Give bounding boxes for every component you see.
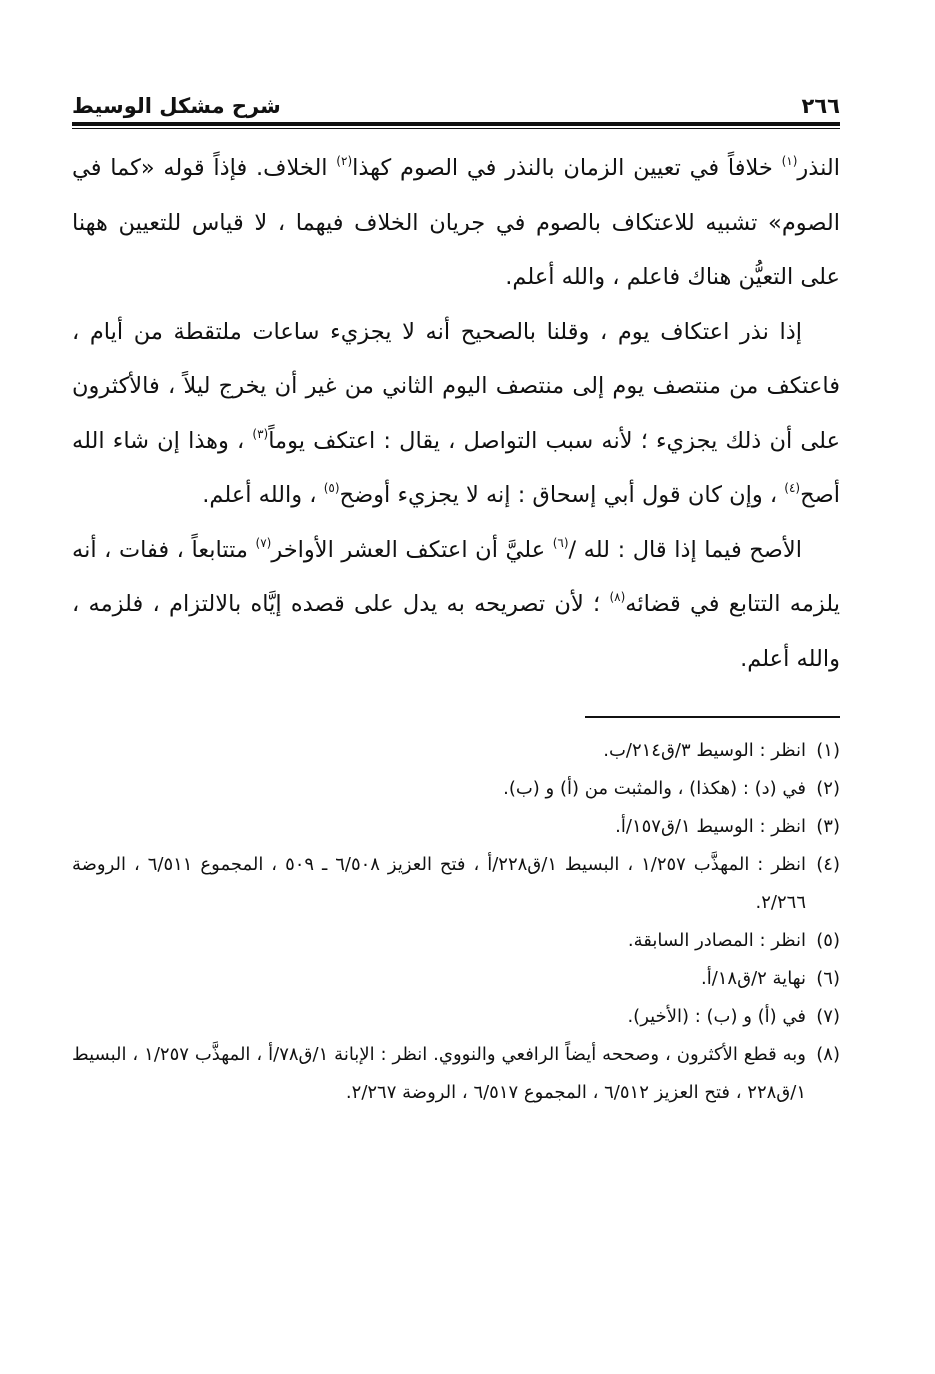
footnote bbox=[72, 922, 840, 960]
footnote-text: انظر : الوسيط ٣/ق٢١٤/ب. bbox=[603, 740, 806, 761]
footnote-ref: (٥) bbox=[323, 481, 340, 495]
page-header bbox=[72, 88, 840, 118]
footnote-ref: (٦) bbox=[552, 535, 569, 550]
running-title: شرح مشكل الوسيط bbox=[72, 94, 281, 118]
footnote-ref: (٤) bbox=[784, 481, 801, 495]
footnote-text: انظر : الوسيط ١/ق١٥٧/أ. bbox=[615, 816, 806, 837]
book-page bbox=[72, 88, 840, 1112]
text-run: الأصح فيما إذا قال : لله / bbox=[568, 536, 802, 563]
footnote-number: (٣) bbox=[816, 816, 840, 837]
footnote-text: انظر : المصادر السابقة. bbox=[627, 930, 806, 951]
footnote bbox=[72, 960, 840, 998]
header-rule-thick bbox=[72, 122, 840, 126]
text-run: النذر bbox=[797, 155, 840, 181]
paragraph bbox=[72, 523, 840, 687]
footnote-text: انظر : المهذَّب ١/٢٥٧ ، البسيط ١/ق٢٢٨/أ ، فتح العزيز ٦/٥٠٨ ـ ٥٠٩ ، المجموع ٦/٥١١ ، الروضة ٢/٢٦٦. bbox=[72, 854, 807, 913]
footnote bbox=[72, 846, 840, 922]
footnote-number: (٤) bbox=[816, 854, 840, 875]
footnote-number: (١) bbox=[816, 740, 840, 761]
footnote bbox=[72, 732, 840, 770]
text-run: متتابعاً ، ففات ، أنه يلزمه التتابع في قضائه bbox=[72, 536, 841, 617]
footnote bbox=[72, 770, 840, 808]
footnote-number: (٥) bbox=[816, 930, 840, 951]
page-number: ٢٦٦ bbox=[801, 94, 840, 118]
footnote-number: (٧) bbox=[816, 1006, 840, 1027]
footnote-number: (٦) bbox=[816, 968, 840, 989]
footnote-ref: (٢) bbox=[336, 154, 353, 168]
footnote-ref: (٣) bbox=[252, 426, 269, 441]
footnote-text: نهاية ٢/ق١٨/أ. bbox=[700, 968, 806, 989]
footnote-separator bbox=[585, 716, 840, 718]
footnote bbox=[72, 998, 840, 1036]
footnote-ref: (٧) bbox=[255, 535, 272, 550]
text-run: ؛ لأن تصريحه به يدل على قصده إيَّاه بالالتزام ، فلزمه ، والله أعلم. bbox=[72, 591, 840, 672]
footnotes bbox=[72, 732, 840, 1112]
text-run: إذا نذر اعتكاف يوم ، وقلنا بالصحيح أنه لا يجزيء ساعات ملتقطة من أيام ، فاعتكف من منتصف يوم إلى منتصف اليوم الثاني من غير أن يخرج ليلاً ، فالأكثرون على أن ذلك يجزيء ؛ لأنه سبب التواصل ، يقال : اعتكف يوماً bbox=[72, 318, 840, 454]
text-run: الخلاف. فإذاً قوله «كما في الصوم» تشبيه للاعتكاف بالصوم في جريان الخلاف فيهما ، لا قياس للتعيين ههنا على التعيُّن هناك فاعلم ، والله أعلم. bbox=[72, 155, 840, 290]
footnote-text: في (أ) و (ب) : (الأخير). bbox=[627, 1006, 806, 1027]
text-run: ، وهذا إن شاء الله أصح bbox=[72, 427, 840, 508]
footnote-ref: (١) bbox=[781, 154, 798, 168]
footnote-text: في (د) : (هكذا) ، والمثبت من (أ) و (ب). bbox=[503, 778, 806, 799]
text-run: خلافاً في تعيين الزمان بالنذر في الصوم كهذا bbox=[352, 155, 782, 181]
footnote bbox=[72, 808, 840, 846]
header-rule-thin bbox=[72, 128, 840, 129]
paragraph bbox=[72, 305, 840, 523]
text-run: ، والله أعلم. bbox=[202, 482, 324, 508]
footnote-number: (٢) bbox=[816, 778, 840, 799]
footnote-ref: (٨) bbox=[609, 590, 626, 604]
main-text bbox=[72, 141, 840, 686]
paragraph bbox=[72, 141, 840, 305]
footnote bbox=[72, 1036, 840, 1112]
text-run: ، وإن كان قول أبي إسحاق : إنه لا يجزيء أوضح bbox=[339, 482, 785, 508]
footnote-text: وبه قطع الأكثرون ، وصححه أيضاً الرافعي والنووي. انظر : الإبانة ١/ق٧٨/أ ، المهذَّب ١/٢٥٧ ، البسيط ١/ق٢٢٨ ، فتح العزيز ٦/٥١٢ ، المجموع ٦/٥١٧ ، الروضة ٢/٢٦٧. bbox=[72, 1044, 806, 1103]
text-run: عليَّ أن اعتكف العشر الأواخر bbox=[271, 536, 553, 563]
footnote-number: (٨) bbox=[816, 1044, 840, 1065]
